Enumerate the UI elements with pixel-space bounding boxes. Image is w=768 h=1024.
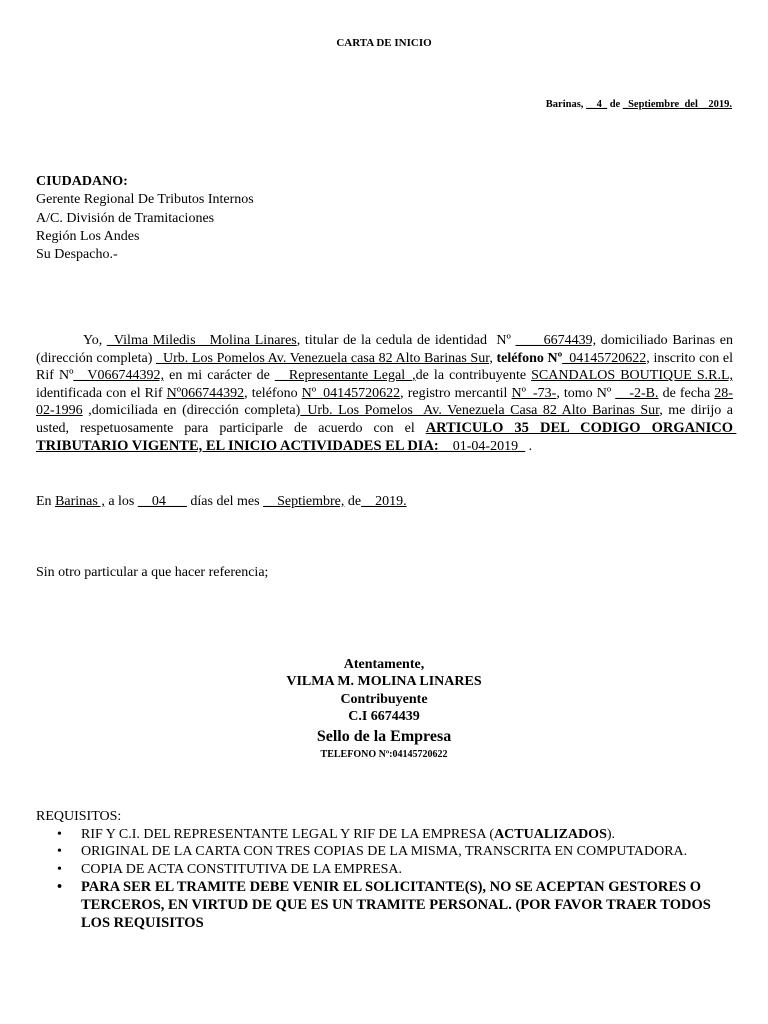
signature-role: Contribuyente [340,691,428,707]
date-day: __4_ [586,99,608,110]
company-address-field: _Urb. Los Pomelos Av. Venezuela Casa 82 Alto Barinas Sur [300,403,660,419]
addressee-heading: CIUDADANO: [36,174,128,189]
signature-ci: C.I 6674439 [348,709,420,725]
addressee-line: Su Despacho.- [36,247,118,263]
company-field: SCANDALOS BOUTIQUE S.R.L, [531,368,734,384]
signature-name: VILMA M. MOLINA LINARES [286,674,482,690]
list-item: • COPIA DE ACTA CONSTITUTIVA DE LA EMPRESA. [57,861,403,877]
start-date-field: __01-04-2019_ [438,438,526,454]
ci-field: ____6674439, [515,333,597,348]
date-field: 28-02-1996 [36,385,733,419]
company-phone-field: Nº_04145720622 [301,385,401,401]
addressee-line: Región Los Andes [36,228,140,244]
en-city: Barinas , [55,494,105,509]
company-rif-field: Nº066744392 [166,385,245,401]
role-field: __Representante Legal_, [274,368,416,384]
registry-field: Nº_-73- [511,385,557,401]
date-line [546,99,732,110]
signature-block [0,656,768,762]
name-field: _Vilma Miledis Molina Linares [106,333,297,348]
list-item: • ORIGINAL DE LA CARTA CON TRES COPIAS DE LA MISMA, TRANSCRITA EN COMPUTADORA. [57,844,688,860]
phone-label: teléfono Nº [496,350,563,366]
article-reference: ARTICULO 35 DEL CODIGO ORGANICO TRIBUTARIO VIGENTE, EL INICIO ACTIVIDADES EL DIA: [36,419,737,454]
addressee-line: Gerente Regional De Tributos Internos [36,192,254,208]
en-day: __04___ [137,494,187,509]
addressee-block [36,173,254,264]
body-paragraph: Yo, _Vilma Miledis Molina Linares, titular de la cedula de identidad Nº ____6674439, domiciliado Barinas en (dirección completa) _Urb. Los Pomelos Av. Venezuela casa 82 Alto Barinas Sur, teléfono Nº_04145720622, inscrito con el Rif Nº__V066744392, en mi carácter de __Representante Legal_,de la contribuyente SCANDALOS BOUTIQUE S.R.L, identificada con el Rif Nº066744392, teléfono Nº_04145720622, registro mercantil Nº_-73-, tomo Nº __-2-B. de fecha 28-02-1996 ,domiciliada en (dirección completa)_Urb. Los Pomelos Av. Venezuela Casa 82 Alto Barinas Sur, me dirijo a usted, respetuosamente para participarle de acuerdo con el ARTICULO 35 DEL CODIGO ORGANICO TRIBUTARIO VIGENTE, EL INICIO ACTIVIDADES EL DIA:__01-04-2019_ . [36,333,737,454]
date-city: Barinas, [545,99,584,110]
document-title: CARTA DE INICIO [336,37,432,49]
date-month: _Septiembre del _2019. [622,99,732,110]
location-date-line: En Barinas , a los __04___ días del mes __Septiembre, de__2019. [36,494,407,509]
bullet-icon: • [57,844,62,860]
signature-phone: TELEFONO Nº:04145720622 [320,748,448,760]
bullet-icon: • [57,827,62,842]
list-item: • RIF Y C.I. DEL REPRESENTANTE LEGAL Y RIF DE LA EMPRESA (ACTUALIZADOS). [57,827,616,842]
en-month: __Septiembre, [263,494,345,509]
company-seal-label: Sello de la Empresa [316,727,452,745]
closing-text: Sin otro particular a que hacer referencia; [36,565,269,580]
date-de: de [609,99,621,110]
bullet-icon: • [57,878,63,895]
en-year: __2019. [361,494,407,509]
address-field: _Urb. Los Pomelos Av. Venezuela casa 82 Alto Barinas Sur, [156,350,493,366]
tomo-field: __-2-B. [615,385,659,401]
signature-greeting: Atentamente, [343,657,425,672]
bullet-icon: • [57,861,62,877]
requirements-list [36,826,736,932]
rif-field: __V066744392, [73,368,165,384]
requirements-title: REQUISITOS: [36,809,122,824]
list-item: • PARA SER EL TRAMITE DEBE VENIR EL SOLICITANTE(S), NO SE ACEPTAN GESTORES O TERCEROS, EN VIRTUD DE QUE ES UN TRAMITE PERSONAL. (POR FAVOR TRAER TODOS LOS REQUISITOS [57,878,711,931]
phone-field: _04145720622, [562,350,650,366]
addressee-line: A/C. División de Tramitaciones [36,210,215,226]
